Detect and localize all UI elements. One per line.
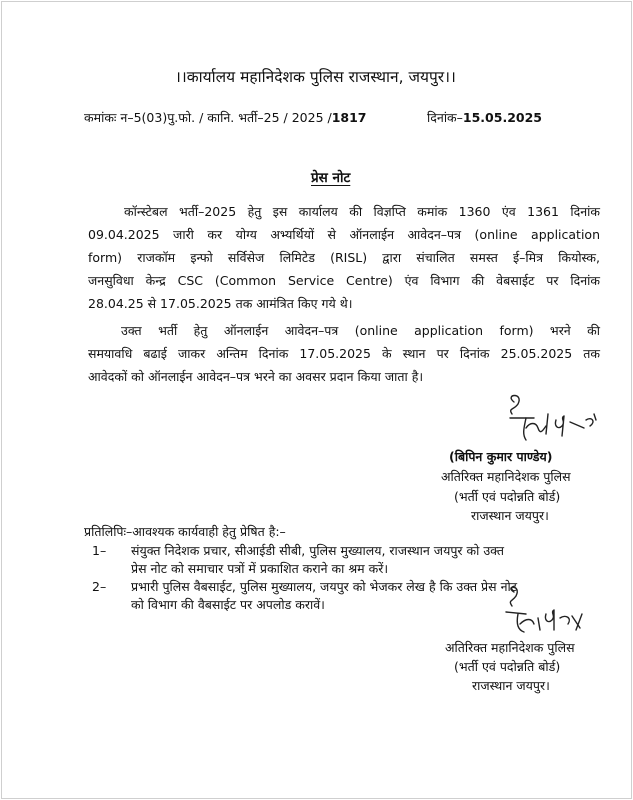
reference-date: [427, 112, 542, 125]
paragraph-1-line: form) राजकॉम इन्फो सर्विसेज लिमिटेड (RISL) द्वारा संचालित समस्त ई–मित्र कियोस्क,: [88, 250, 600, 265]
paragraph-1-line: जनसुविधा केन्द्र CSC (Common Service Centre) एंव विभाग की वेबसाईट पर दिनांक: [88, 273, 600, 288]
signatory-1-department: (भर्ती एवं पदोन्नति बोर्ड): [454, 489, 561, 504]
paragraph-2-line: आवेदकों को ऑनलाईन आवेदन–पत्र भरने का अवसर प्रदान किया जाता है।: [88, 369, 424, 384]
paragraph-1-line: 28.04.25 से 17.05.2025 तक आमंत्रित किए गये थे।: [88, 296, 353, 311]
date-label: दिनांक–: [427, 110, 463, 125]
signatory-2-location: राजस्थान जयपुर।: [472, 678, 550, 693]
copy-item-number: 2–: [92, 579, 107, 594]
copy-item-line: को विभाग की वैबसाईट पर अपलोड करावें।: [131, 597, 325, 612]
office-title: ।।कार्यालय महानिदेशक पुलिस राजस्थान, जयपुर।।: [175, 68, 456, 86]
paragraph-2-line: उक्त भर्ती हेतु ऑनलाईन आवेदन–पत्र (online application form) भरने की: [121, 323, 600, 338]
signature-2: [498, 584, 593, 640]
paragraph-1: [88, 200, 600, 315]
reference-number-text: कमांकः न–5(03)पु.फो. / कानि. भर्ती–25 / 2025 /: [84, 110, 332, 125]
signatory-1-designation: अतिरिक्त महानिदेशक पुलिस: [441, 469, 571, 484]
press-note-title: प्रेस नोट: [311, 170, 351, 186]
paragraph-1-line: 09.04.2025 जारी कर योग्य अभ्यर्थियों से ऑनलाईन आवेदन–पत्र (online application: [88, 227, 600, 242]
signatory-2-designation: अतिरिक्त महानिदेशक पुलिस: [445, 640, 575, 655]
signatory-1-location: राजस्थान जयपुर।: [471, 508, 549, 523]
date-value: 15.05.2025: [462, 110, 542, 125]
reference-number: [84, 112, 367, 125]
copy-item-number: 1–: [92, 543, 107, 558]
signatory-2-department: (भर्ती एवं पदोन्नति बोर्ड): [454, 659, 561, 674]
copy-item-line: प्रभारी पुलिस वैबसाईट, पुलिस मुख्यालय, जयपुर को भेजकर लेख है कि उक्त प्रेस नोट: [131, 579, 518, 594]
signatory-1-name: (बिपिन कुमार पाण्डेय): [449, 449, 553, 464]
paragraph-2-line: समयावधि बढाई जाकर अन्तिम दिनांक 17.05.2025 के स्थान पर दिनांक 25.05.2025 तक: [88, 346, 600, 361]
copy-header: प्रतिलिपिः–आवश्यक कार्यवाही हेतु प्रेषित है:–: [84, 524, 286, 539]
paragraph-1-line: कॉन्स्टेबल भर्ती–2025 हेतु इस कार्यालय की विज्ञप्ति कमांक 1360 एंव 1361 दिनांक: [124, 204, 600, 219]
copy-item-line: संयुक्त निदेशक प्रचार, सीआईडी सीबी, पुलिस मुख्यालय, राजस्थान जयपुर को उक्त: [131, 543, 504, 558]
paragraph-2: [88, 319, 600, 388]
reference-number-serial: 1817: [331, 110, 367, 125]
copy-item-line: प्रेस नोट को समाचार पत्रों में प्रकाशित कराने का श्रम करें।: [131, 561, 389, 576]
signature-1: [500, 392, 610, 444]
